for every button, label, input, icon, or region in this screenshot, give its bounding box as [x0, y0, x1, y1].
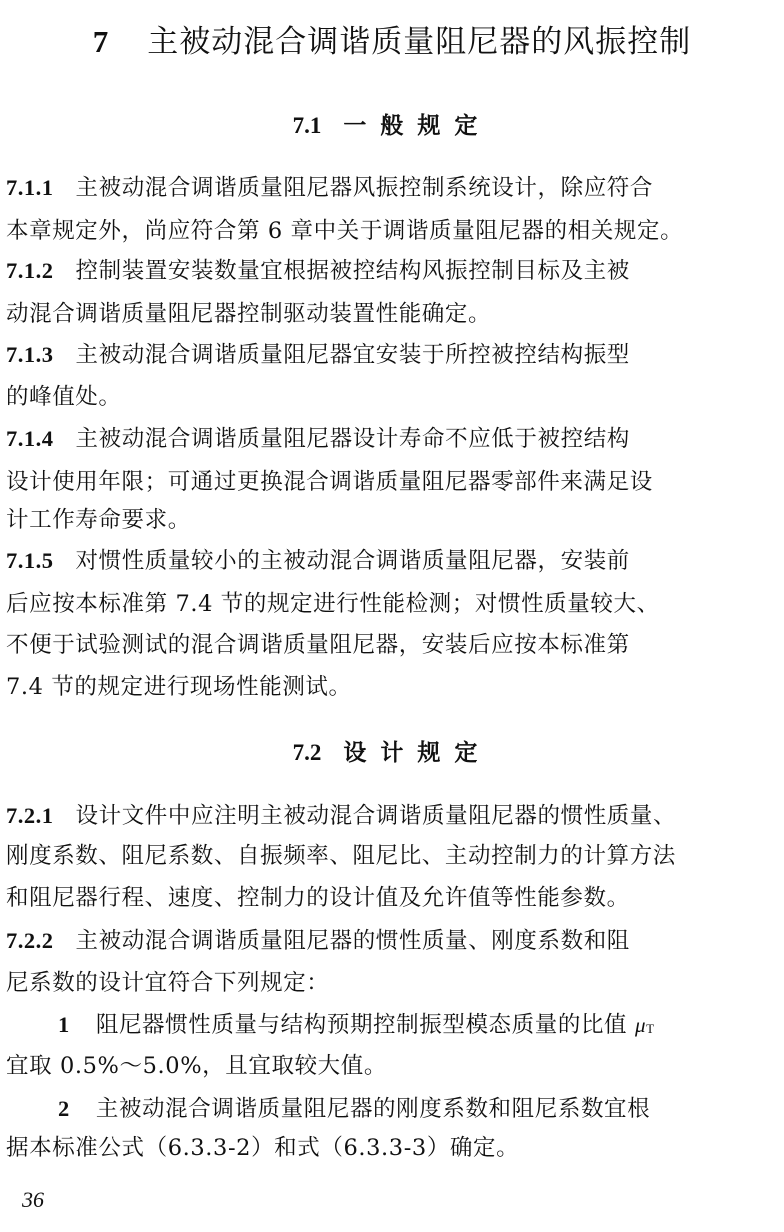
- item-text: 阻尼器惯性质量与结构预期控制振型模态质量的比值: [95, 1012, 628, 1038]
- section-number: 7.2: [292, 740, 322, 765]
- clause-text: 刚度系数、阻尼系数、自振频率、阻尼比、主动控制力的计算方法: [6, 843, 676, 869]
- clause-7-2-2-line-2: [6, 968, 782, 998]
- item-text: 据本标准公式（6.3.3-2）和式（6.3.3-3）确定。: [6, 1135, 520, 1161]
- page-number: 36: [22, 1187, 44, 1212]
- clause-7-2-1-line-1: [6, 801, 782, 831]
- mu-t-symbol: [635, 1013, 655, 1037]
- item-text: 宜取 0.5%～5.0%，且宜取较大值。: [6, 1053, 387, 1079]
- clause-text: 主被动混合调谐质量阻尼器风振控制系统设计，除应符合: [75, 175, 654, 201]
- item-text: 主被动混合调谐质量阻尼器的刚度系数和阻尼系数宜根: [95, 1096, 651, 1122]
- clause-7-1-5-line-2: [6, 589, 782, 619]
- clause-number: 7.2.2: [6, 928, 54, 953]
- chapter-title-text: 主被动混合调谐质量阻尼器的风振控制: [147, 24, 692, 60]
- clause-number: 7.1.3: [6, 342, 54, 367]
- item-2-line-1: [58, 1094, 784, 1124]
- clause-text: 设计文件中应注明主被动混合调谐质量阻尼器的惯性质量、: [75, 803, 677, 829]
- chapter-number: 7: [92, 24, 110, 59]
- clause-text: 不便于试验测试的混合调谐质量阻尼器，安装后应按本标准第: [6, 632, 630, 658]
- section-title: 一般规定: [343, 112, 492, 139]
- item-number: 2: [58, 1096, 70, 1121]
- clause-text: 和阻尼器行程、速度、控制力的设计值及允许值等性能参数。: [6, 885, 630, 911]
- mu-symbol: μ: [634, 1013, 647, 1037]
- clause-text: 本章规定外，尚应符合第 6 章中关于调谐质量阻尼器的相关规定。: [6, 218, 684, 244]
- clause-7-1-2-line-2: [6, 299, 782, 329]
- mu-subscript: T: [646, 1021, 655, 1036]
- clause-7-2-2-line-1: [6, 926, 782, 956]
- clause-number: 7.1.2: [6, 258, 54, 283]
- clause-7-2-1-line-2: [6, 841, 782, 871]
- clause-7-1-1-line-2: [6, 216, 782, 246]
- section-heading-7-1: [0, 110, 784, 142]
- clause-7-1-1-line-1: [6, 173, 782, 203]
- item-2-line-2: [6, 1133, 782, 1163]
- clause-text: 设计使用年限；可通过更换混合调谐质量阻尼器零部件来满足设: [6, 469, 653, 495]
- clause-number: 7.1.5: [6, 548, 54, 573]
- clause-text: 计工作寿命要求。: [6, 507, 191, 533]
- section-title: 设计规定: [343, 739, 492, 766]
- chapter-title: [0, 20, 784, 64]
- clause-7-1-4-line-2: [6, 467, 782, 497]
- clause-text: 7.4 节的规定进行现场性能测试。: [6, 674, 352, 700]
- clause-7-1-5-line-3: [6, 630, 782, 660]
- clause-text: 的峰值处。: [6, 384, 122, 410]
- clause-text: 后应按本标准第 7.4 节的规定进行性能检测；对惯性质量较大、: [6, 591, 660, 617]
- clause-7-1-3-line-2: [6, 382, 782, 412]
- clause-text: 主被动混合调谐质量阻尼器宜安装于所控被控结构振型: [75, 342, 630, 368]
- clause-number: 7.2.1: [6, 803, 54, 828]
- clause-number: 7.1.1: [6, 175, 54, 200]
- clause-number: 7.1.4: [6, 426, 54, 451]
- clause-7-1-2-line-1: [6, 256, 782, 286]
- clause-7-1-4-line-3: [6, 505, 782, 535]
- section-heading-7-2: [0, 737, 784, 769]
- clause-text: 动混合调谐质量阻尼器控制驱动装置性能确定。: [6, 301, 492, 327]
- item-1-line-1: [58, 1010, 784, 1043]
- clause-text: 尼系数的设计宜符合下列规定：: [6, 970, 330, 996]
- clause-7-2-1-line-3: [6, 883, 782, 913]
- section-number: 7.1: [292, 113, 322, 138]
- clause-7-1-5-line-1: [6, 546, 782, 576]
- clause-text: 对惯性质量较小的主被动混合调谐质量阻尼器，安装前: [75, 548, 630, 574]
- clause-text: 控制装置安装数量宜根据被控结构风振控制目标及主被: [75, 258, 630, 284]
- item-number: 1: [58, 1012, 70, 1037]
- clause-7-1-4-line-1: [6, 424, 782, 454]
- clause-7-1-3-line-1: [6, 340, 782, 370]
- item-1-line-2: [6, 1051, 782, 1081]
- clause-text: 主被动混合调谐质量阻尼器的惯性质量、刚度系数和阻: [75, 928, 630, 954]
- clause-7-1-5-line-4: [6, 672, 782, 702]
- clause-text: 主被动混合调谐质量阻尼器设计寿命不应低于被控结构: [75, 426, 630, 452]
